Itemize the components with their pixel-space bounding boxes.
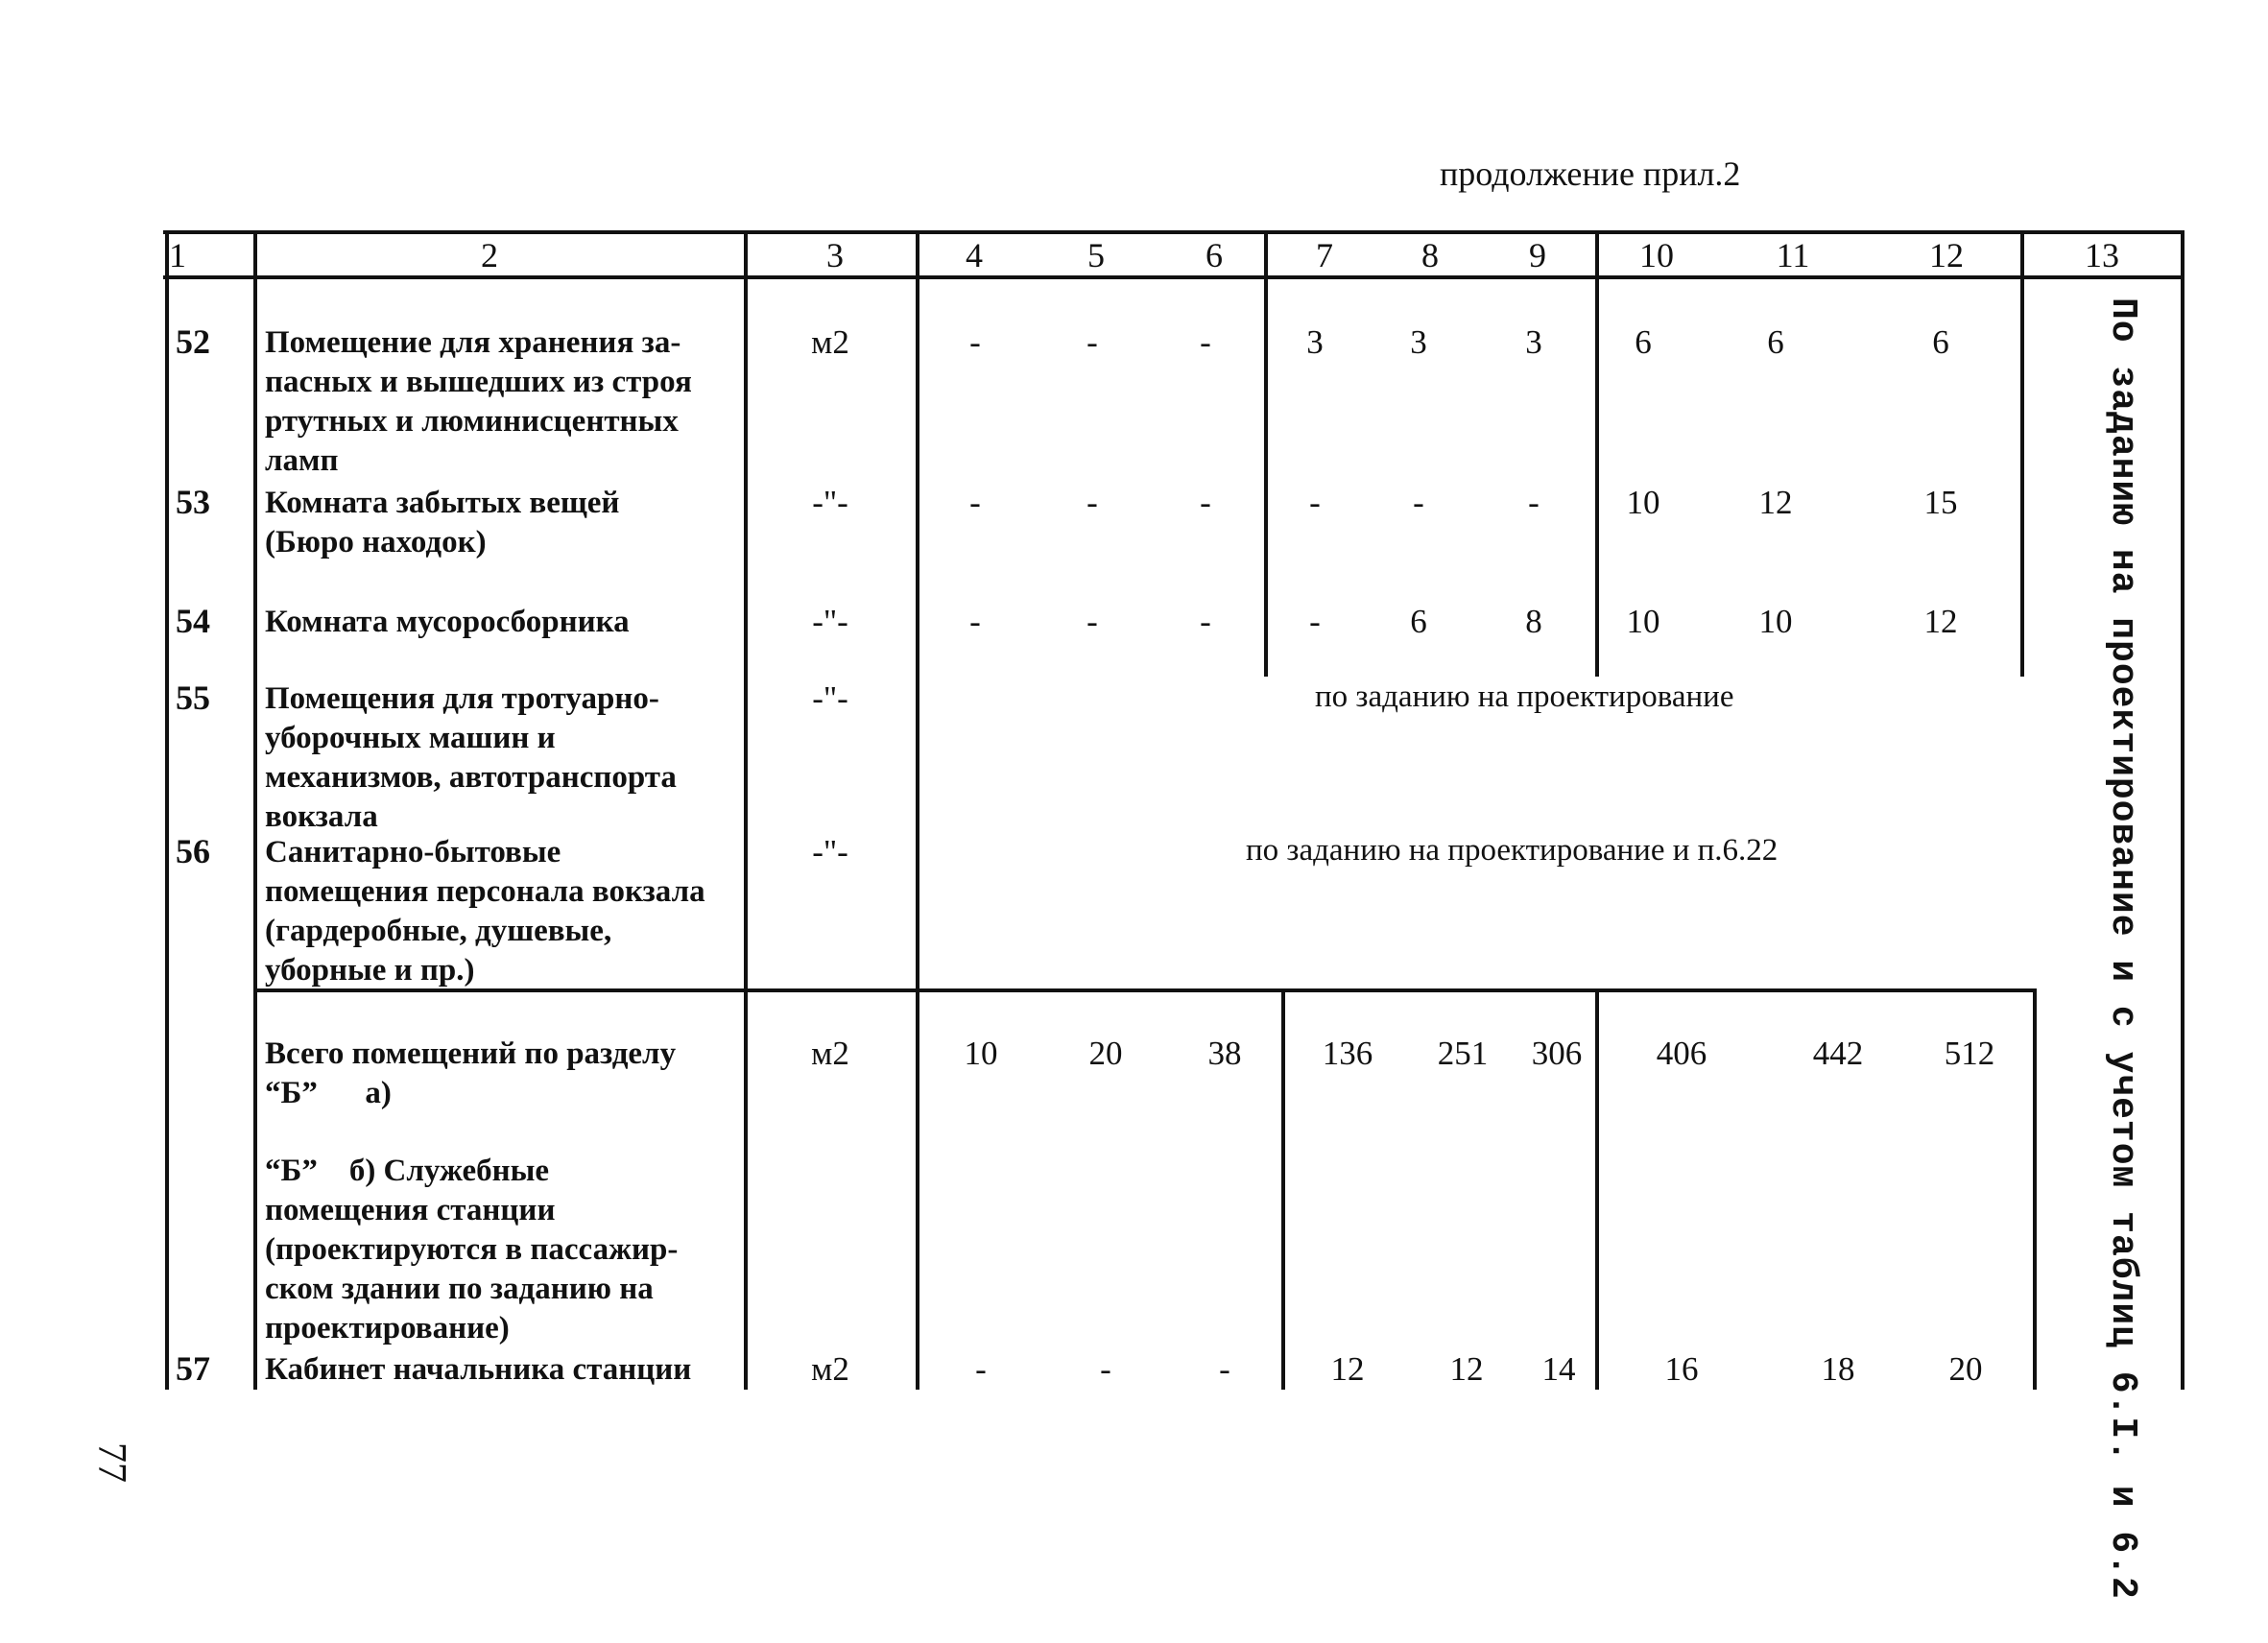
row-54-col9: 8 [1525, 603, 1542, 640]
col-header-7: 7 [1316, 236, 1333, 274]
row-57-col9: 14 [1541, 1350, 1576, 1388]
table-top-border [163, 230, 2184, 234]
col-border-9-10-upper [1595, 230, 1599, 677]
row-57-col7: 12 [1330, 1350, 1365, 1388]
section-heading: “Б” б) Служебные помещения станции (проектируются в пассажир- ском здании по заданию на проектирование) [265, 1154, 679, 1345]
row-55-unit: -"- [812, 679, 848, 717]
col-header-2: 2 [481, 236, 498, 274]
row-55-name: Помещения для тротуарно- уборочных машин и механизмов, автотранспорта вокзала [265, 681, 677, 834]
row-52-col5: - [1086, 323, 1098, 361]
row-56-unit: -"- [812, 833, 848, 870]
row-54-col10: 10 [1626, 603, 1660, 640]
row-52-col11: 6 [1767, 323, 1784, 361]
row-52-col8: 3 [1410, 323, 1427, 361]
total-col8: 251 [1437, 1035, 1489, 1072]
row-53-col6: - [1200, 484, 1211, 521]
row-54-col4: - [969, 603, 981, 640]
row-57-col10: 16 [1664, 1350, 1699, 1388]
row-52-col10: 6 [1635, 323, 1652, 361]
col-header-6: 6 [1206, 236, 1223, 274]
row-54-col12: 12 [1923, 603, 1958, 640]
row-56-span-note: по заданию на проектирование и п.6.22 [1246, 833, 1779, 868]
col-border-6-7-upper [1264, 230, 1268, 677]
header-bottom-border [163, 275, 2184, 279]
row-57-col8: 12 [1449, 1350, 1484, 1388]
row-53-col8: - [1413, 484, 1424, 521]
total-col5: 20 [1088, 1035, 1123, 1072]
row-52-col9: 3 [1525, 323, 1542, 361]
col-border-2-3 [744, 230, 748, 1390]
row-57-name: Кабинет начальника станции [265, 1352, 692, 1387]
col-border-left [165, 230, 169, 1390]
row-57-col11: 18 [1821, 1350, 1855, 1388]
row-54-name: Комната мусоросборника [265, 605, 630, 639]
row-53-col12: 15 [1923, 484, 1958, 521]
row-57-col4: - [975, 1350, 987, 1388]
col-header-11: 11 [1776, 236, 1810, 274]
row-53-unit: -"- [812, 484, 848, 521]
row-57-col12: 20 [1948, 1350, 1983, 1388]
row-54-col6: - [1200, 603, 1211, 640]
total-col12: 512 [1944, 1035, 1995, 1072]
page-number: 77 [89, 1442, 133, 1483]
row-55-span-note: по заданию на проектирование [1315, 679, 1734, 714]
total-unit: м2 [811, 1035, 849, 1072]
col-header-4: 4 [966, 236, 983, 274]
row-54-col11: 10 [1758, 603, 1793, 640]
col-border-1-2 [253, 230, 257, 1390]
total-name: Всего помещений по разделу “Б” а) [265, 1036, 677, 1110]
row-55-number: 55 [176, 679, 210, 717]
row-53-col4: - [969, 484, 981, 521]
col-header-12: 12 [1929, 236, 1964, 274]
col-border-6-7-lower [1281, 988, 1285, 1390]
row-52-col7: 3 [1306, 323, 1324, 361]
col-header-13: 13 [2085, 236, 2119, 274]
header-note: продолжение прил.2 [1440, 155, 1741, 193]
row-54-col5: - [1086, 603, 1098, 640]
total-col10: 406 [1656, 1035, 1707, 1072]
total-col11: 442 [1812, 1035, 1864, 1072]
row-53-col11: 12 [1758, 484, 1793, 521]
row-56-name: Санитарно-бытовые помещения персонала вокзала (гардеробные, душевые, уборные и пр.) [265, 835, 705, 988]
row-57-col6: - [1219, 1350, 1230, 1388]
row-54-col7: - [1309, 603, 1321, 640]
col-border-12-13-lower [2033, 988, 2037, 1390]
col-header-3: 3 [826, 236, 844, 274]
row-52-col6: - [1200, 323, 1211, 361]
row-53-col5: - [1086, 484, 1098, 521]
total-col7: 136 [1322, 1035, 1373, 1072]
row-53-col10: 10 [1626, 484, 1660, 521]
col13-side-note: По заданию на проектирование и с учетом таблиц 6.I. и 6.2 [2102, 298, 2143, 1600]
col-border-3-4 [916, 230, 919, 1390]
row-57-col5: - [1100, 1350, 1111, 1388]
row-52-name: Помещение для хранения за- пасных и вышедших из строя ртутных и люминисцентных ламп [265, 325, 692, 478]
col-border-12-13 [2020, 230, 2024, 677]
row-56-number: 56 [176, 832, 210, 870]
row-54-number: 54 [176, 602, 210, 640]
col-header-5: 5 [1087, 236, 1105, 274]
row-57-unit: м2 [811, 1350, 849, 1388]
row-57-number: 57 [176, 1349, 210, 1388]
row-53-number: 53 [176, 483, 210, 521]
total-col4: 10 [964, 1035, 998, 1072]
col-border-right [2181, 230, 2184, 1390]
row-52-col4: - [969, 323, 981, 361]
col-header-9: 9 [1529, 236, 1546, 274]
row-52-col12: 6 [1932, 323, 1949, 361]
col-header-1: 1 [169, 236, 186, 274]
row-53-col7: - [1309, 484, 1321, 521]
row-54-unit: -"- [812, 603, 848, 640]
col-header-10: 10 [1639, 236, 1674, 274]
row-53-col9: - [1528, 484, 1540, 521]
row-52-number: 52 [176, 322, 210, 361]
row-54-col8: 6 [1410, 603, 1427, 640]
col-header-8: 8 [1421, 236, 1439, 274]
total-col9: 306 [1531, 1035, 1583, 1072]
row-53-name: Комната забытых вещей (Бюро находок) [265, 486, 620, 560]
total-col6: 38 [1207, 1035, 1242, 1072]
row-52-unit: м2 [811, 323, 849, 361]
